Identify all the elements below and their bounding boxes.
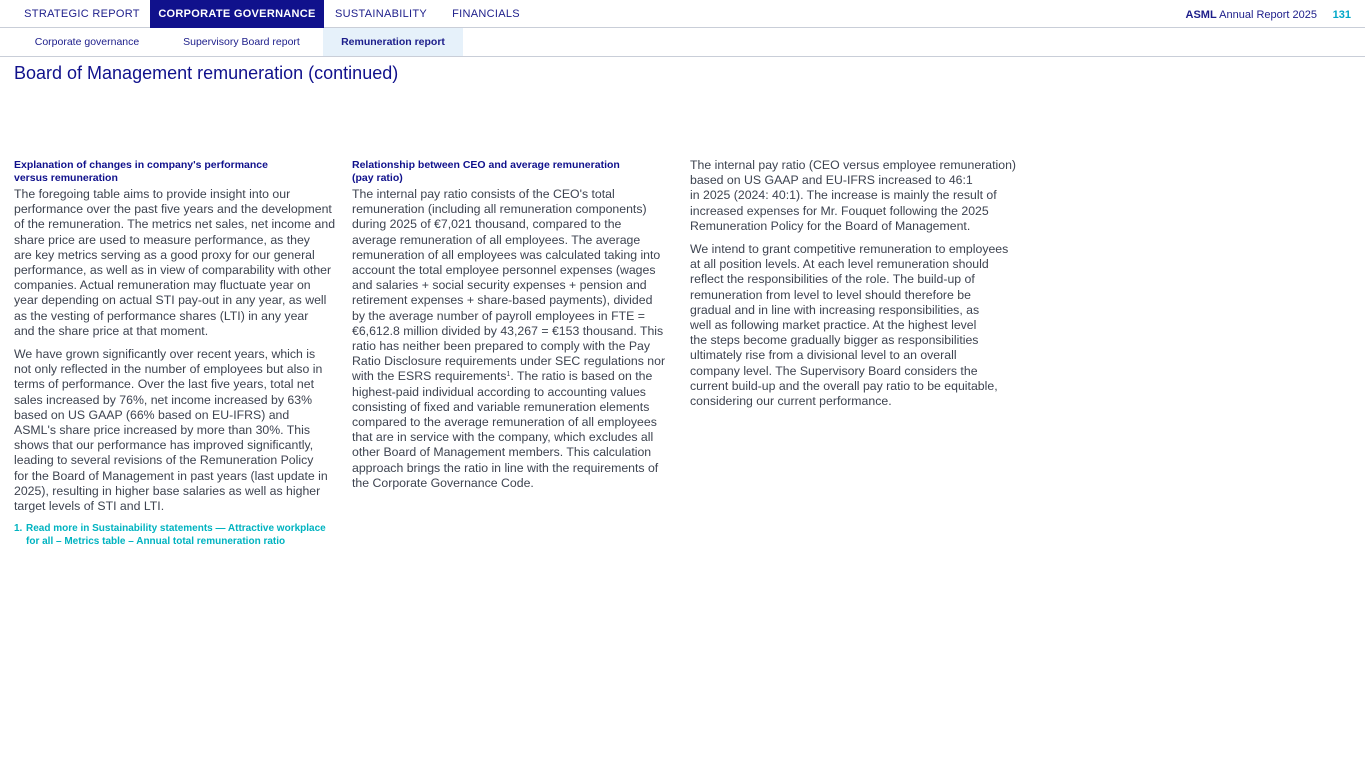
paragraph-ratio-increase	[690, 158, 1015, 234]
text-line: well as following market practice. At the highest level	[690, 318, 977, 333]
footnote-number: 1.	[14, 523, 23, 535]
text-line: approach brings the ratio in line with the requirements of	[352, 460, 659, 475]
text-line: and salaries + social security expenses + pension and	[352, 278, 647, 293]
text-line: remuneration (including all remuneration components)	[352, 202, 647, 217]
text-line: sales increased by 76%, net income increased by 63%	[14, 392, 313, 407]
page-number: 131	[1332, 9, 1351, 21]
text-line: by the average number of payroll employees in FTE =	[352, 308, 645, 323]
subtab-remuneration-report[interactable]: Remuneration report	[323, 28, 463, 56]
text-line: reflect the responsibilities of the role. The build-up of	[690, 272, 975, 287]
text-line: other Board of Management members. This calculation	[352, 445, 652, 460]
footnote-reference[interactable]: 1	[506, 371, 511, 379]
report-brand	[1186, 0, 1317, 30]
text-line: gradual and in line with increasing responsibilities, as	[690, 302, 980, 317]
text-line: not only reflected in the number of employees but also in	[14, 362, 323, 377]
subtab-corporate-governance[interactable]: Corporate governance	[34, 36, 140, 48]
brand-name: ASML	[1185, 9, 1217, 21]
tab-corporate-governance[interactable]: CORPORATE GOVERNANCE	[150, 0, 324, 28]
footnote-link[interactable]	[14, 522, 339, 548]
text-line: the Corporate Governance Code.	[352, 475, 534, 490]
paragraph-pay-ratio	[352, 187, 677, 491]
text-line: highest-paid individual according to accounting values	[352, 384, 646, 399]
text-line: based on US GAAP and EU-IFRS increased to 46:1	[690, 173, 973, 188]
text-line: shows that our performance has improved significantly,	[14, 438, 314, 453]
text-line: We have grown significantly over recent years, which is	[14, 347, 316, 362]
page-title: Board of Management remuneration (continued)	[14, 63, 399, 83]
text-line: based on US GAAP (66% based on EU-IFRS) and	[14, 407, 290, 422]
text-line: The foregoing table aims to provide insight into our	[14, 187, 291, 201]
text-line: ASML's share price increased by more than 30%. This	[14, 423, 311, 438]
text-line: Remuneration Policy for the Board of Management.	[690, 218, 971, 233]
text-line: performance over the past five years and the development	[14, 202, 332, 217]
paragraph-performance-insight	[14, 187, 339, 339]
text-line: at all position levels. At each level remuneration should	[690, 257, 989, 272]
column-performance-explanation	[14, 159, 339, 548]
footnote-text-line[interactable]: Read more in Sustainability statements — Attractive workplace	[26, 523, 326, 535]
text-line: Ratio Disclosure requirements under SEC regulations nor	[352, 354, 666, 369]
heading-line: versus remuneration	[14, 171, 118, 184]
text-line: target levels of STI and LTI.	[14, 499, 165, 514]
brand-report-title: Annual Report 2025	[1219, 9, 1317, 21]
text-fragment: . The ratio is based on the	[510, 369, 653, 384]
text-line: 2025), resulting in higher base salaries as well as higher	[14, 483, 321, 498]
tab-sustainability[interactable]: SUSTAINABILITY	[334, 8, 428, 20]
subtab-supervisory-board-report[interactable]: Supervisory Board report	[183, 36, 300, 48]
text-line: leading to several revisions of the Remuneration Policy	[14, 453, 314, 468]
text-line: year depending on actual STI pay-out in any year, as well	[14, 293, 327, 308]
text-line: are key metrics serving as a good proxy for our general	[14, 247, 315, 262]
text-line	[352, 369, 677, 384]
column-pay-ratio	[352, 159, 677, 499]
column-pay-ratio-continued	[690, 158, 1015, 417]
text-line: ultimately rise from a divisional level to an overall	[690, 348, 957, 363]
section-heading-pay-ratio	[352, 159, 677, 184]
text-line: increased expenses for Mr. Fouquet following the 2025	[690, 203, 989, 218]
text-line: ratio has neither been prepared to comply with the Pay	[352, 339, 651, 354]
text-line: €6,612.8 million divided by 43,267 = €153 thousand. This	[352, 323, 664, 338]
text-line: as the vesting of performance shares (LTI) in any year	[14, 308, 309, 323]
sub-navigation	[0, 28, 1365, 57]
text-line: retirement expenses + share-based payments), divided	[352, 293, 653, 308]
footnote-text-line[interactable]: for all – Metrics table – Annual total remuneration ratio	[26, 536, 286, 548]
text-line: performance, as well as in view of comparability with other	[14, 263, 332, 278]
text-line: during 2025 of €7,021 thousand, compared to the	[352, 217, 622, 232]
text-line: remuneration of all employees was calculated taking into	[352, 247, 661, 262]
text-line: The internal pay ratio (CEO versus employee remuneration)	[690, 158, 1017, 172]
text-line: compared to the average remuneration of all employees	[352, 415, 657, 430]
text-line: consisting of fixed and variable remuneration elements	[352, 399, 650, 414]
text-line: average remuneration of all employees. The average	[352, 232, 641, 247]
paragraph-growth	[14, 347, 339, 514]
text-line: current build-up and the overall pay ratio to be equitable,	[690, 378, 998, 393]
tab-strategic-report[interactable]: STRATEGIC REPORT	[24, 8, 140, 20]
text-line: account the total employee personnel expenses (wages	[352, 263, 656, 278]
text-line: and the share price at that moment.	[14, 323, 209, 338]
text-line: remuneration from level to level should therefore be	[690, 287, 971, 302]
text-line: company level. The Supervisory Board considers the	[690, 363, 978, 378]
text-line: share price are used to measure performance, as they	[14, 232, 310, 247]
text-line: considering our current performance.	[690, 394, 892, 409]
text-line: terms of performance. Over the last five years, total net	[14, 377, 315, 392]
heading-line: Explanation of changes in company's performance	[14, 159, 268, 171]
text-line: that are in service with the company, which excludes all	[352, 430, 654, 445]
section-heading-performance	[14, 159, 339, 184]
text-line: for the Board of Management in past years (last update in	[14, 468, 328, 483]
paragraph-competitive-remuneration	[690, 242, 1015, 409]
heading-line: Relationship between CEO and average remuneration	[352, 159, 620, 171]
text-line: companies. Actual remuneration may fluctuate year on	[14, 278, 311, 293]
text-line: We intend to grant competitive remuneration to employees	[690, 242, 1009, 257]
text-line: the steps become gradually bigger as responsibilities	[690, 333, 979, 348]
tab-financials[interactable]: FINANCIALS	[452, 8, 520, 20]
heading-line: (pay ratio)	[352, 171, 403, 184]
text-line: of the remuneration. The metrics net sales, net income and	[14, 217, 336, 232]
top-navigation	[0, 0, 1365, 28]
text-line: The internal pay ratio consists of the CEO's total	[352, 187, 615, 201]
text-fragment: with the ESRS requirements	[352, 369, 507, 384]
text-line: in 2025 (2024: 40:1). The increase is mainly the result of	[690, 188, 997, 203]
